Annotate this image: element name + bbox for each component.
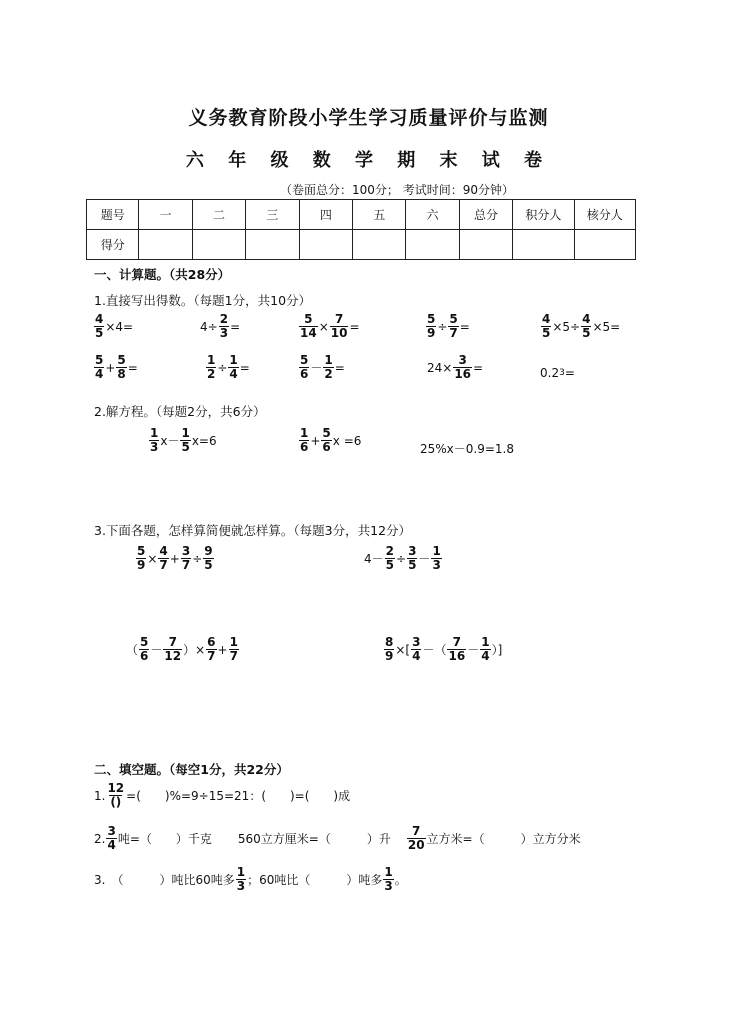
- fraction: $\frac{8}{9}$: [385, 635, 394, 663]
- fraction: $\frac{4}{5}$: [95, 312, 104, 340]
- fraction: 1 3: [150, 426, 159, 454]
- score-table-cell: 四: [299, 200, 352, 230]
- section1-heading: 一、计算题。（共28分）: [94, 267, 231, 282]
- fill-question-1: 1. 12 () =( )%=9÷15=21：( )=( )成: [94, 781, 351, 809]
- score-table-header-row: [87, 200, 636, 230]
- fraction: $\frac{4}{5}$: [542, 312, 551, 340]
- score-cell-total[interactable]: [459, 230, 512, 260]
- score-cell-1[interactable]: [139, 230, 192, 260]
- exam-title: 义务教育阶段小学生学习质量评价与监测: [188, 107, 549, 129]
- q1-title: 1.直接写出得数。（每题1分，共10分）: [94, 293, 312, 308]
- fraction: 7 20: [407, 824, 425, 852]
- fraction: $\frac{1}{7}$: [229, 635, 238, 663]
- q3-title: 3.下面各题，怎样算简便就怎样算。（每题3分，共12分）: [94, 523, 412, 538]
- fraction: 1 3: [236, 865, 246, 893]
- fraction: $\frac{5}{14}$: [300, 312, 317, 340]
- score-table-score-row: [87, 230, 636, 260]
- score-cell-checker[interactable]: [574, 230, 635, 260]
- fill-question-3: 3. （ ）吨比60吨多 1 3 ；60吨比（ ）吨多 1 3 。: [94, 865, 407, 893]
- fraction: 3 4: [412, 635, 421, 663]
- fraction: 7 16: [448, 635, 466, 663]
- fraction: 5 6: [140, 635, 149, 663]
- score-table-cell: 积分人: [513, 200, 574, 230]
- score-table-cell: 核分人: [574, 200, 635, 230]
- q2-equation-2: 1 6 + $\frac{5}{6}$ x =6: [300, 426, 362, 454]
- fraction: 5 4: [95, 353, 104, 381]
- fill-question-2: 2. 3 4 吨=（ ）千克 560立方厘米=（ ）升 7 20 立方米=（ ）立方分米: [94, 824, 581, 852]
- score-table-cell: 六: [406, 200, 459, 230]
- fraction: 1 4: [481, 635, 490, 663]
- score-table-cell: 一: [139, 200, 192, 230]
- score-table-cell: 五: [353, 200, 406, 230]
- fraction: 3 4: [107, 824, 116, 852]
- q1-item-3: $\frac{5}{14}$ × $\frac{7}{10}$ =: [300, 312, 360, 340]
- score-table-cell: 总分: [459, 200, 512, 230]
- fraction: $\frac{4}{5}$: [582, 312, 591, 340]
- score-table-cell: 三: [246, 200, 299, 230]
- fraction: $\frac{7}{10}$: [330, 312, 348, 340]
- fraction: $\frac{5}{6}$: [322, 426, 331, 454]
- q1-item-7: $\frac{1}{2}$ ÷ $\frac{1}{4}$ =: [207, 353, 250, 381]
- q3-expression-3: （ 5 6 － 7 12 ）× $\frac{6}{7}$ + $\frac{1}{7}$: [126, 635, 238, 663]
- q1-item-6: 5 4 + $\frac{5}{8}$ =: [95, 353, 138, 381]
- fraction: $\frac{2}{3}$: [219, 312, 229, 340]
- fraction: 7 12: [164, 635, 182, 663]
- score-cell-5[interactable]: [353, 230, 406, 260]
- score-cell-2[interactable]: [192, 230, 245, 260]
- q3-expression-4: $\frac{8}{9}$ ×[ 3 4 －（ 7 16 － 1 4 ）]: [385, 635, 503, 663]
- fraction: $\frac{3}{7}$: [181, 544, 191, 572]
- fraction: $\frac{6}{7}$: [207, 635, 216, 663]
- q2-title: 2.解方程。（每题2分，共6分）: [94, 404, 266, 419]
- fraction: $\frac{1}{4}$: [229, 353, 238, 381]
- score-table-cell: 二: [192, 200, 245, 230]
- q3-expression-2: 4－ $\frac{2}{5}$ ÷ $\frac{3}{5}$ － 1 3: [364, 544, 441, 572]
- q1-item-5: $\frac{4}{5}$ ×5÷ $\frac{4}{5}$ ×5=: [542, 312, 621, 340]
- fraction: $\frac{2}{5}$: [385, 544, 394, 572]
- fraction: $\frac{3}{5}$: [408, 544, 417, 572]
- q3-expression-1: $\frac{5}{9}$ × $\frac{4}{7}$ + $\frac{3}{7}$ ÷ $\frac{9}{5}$: [137, 544, 213, 572]
- q1-item-8: 5 6 － $\frac{1}{2}$ =: [300, 353, 345, 381]
- fraction: 1 3: [384, 865, 393, 893]
- q2-equation-1: 1 3 x－ 1 5 x=6: [150, 426, 217, 454]
- score-cell-3[interactable]: [246, 230, 299, 260]
- fraction: $\frac{3}{16}$: [454, 353, 472, 381]
- fraction: $\frac{9}{5}$: [204, 544, 213, 572]
- score-table: [86, 199, 636, 260]
- score-table-cell: 题号: [87, 200, 139, 230]
- fraction: $\frac{1}{2}$: [207, 353, 216, 381]
- q2-equation-3: 25%x－0.9=1.8: [420, 442, 514, 456]
- score-cell-6[interactable]: [406, 230, 459, 260]
- q1-item-9: 24× $\frac{3}{16}$ =: [427, 353, 484, 381]
- fraction: 1 6: [300, 426, 309, 454]
- fraction: 12 (): [107, 781, 125, 809]
- score-row-label: 得分: [87, 230, 139, 260]
- fraction: $\frac{4}{7}$: [159, 544, 168, 572]
- fraction: $\frac{1}{2}$: [324, 353, 333, 381]
- fraction: $\frac{5}{9}$: [427, 312, 436, 340]
- fraction: 5 6: [300, 353, 309, 381]
- q1-item-2: 4÷ $\frac{2}{3}$ =: [200, 312, 241, 340]
- section2-heading: 二、填空题。（每空1分，共22分）: [94, 762, 289, 777]
- score-cell-4[interactable]: [299, 230, 352, 260]
- score-cell-scorer[interactable]: [513, 230, 574, 260]
- fraction: $\frac{5}{9}$: [137, 544, 146, 572]
- fraction: 1 3: [432, 544, 441, 572]
- q1-item-10: 0.2 3 =: [540, 366, 575, 380]
- exam-info: （卷面总分：100分； 考试时间：90分钟）: [280, 183, 514, 197]
- fraction: $\frac{5}{8}$: [117, 353, 126, 381]
- exam-subtitle: 六 年 级 数 学 期 末 试 卷: [185, 150, 552, 171]
- fraction: $\frac{5}{7}$: [449, 312, 458, 340]
- q1-item-1: $\frac{4}{5}$ ×4=: [95, 312, 134, 340]
- fraction: 1 5: [181, 426, 190, 454]
- q1-item-4: $\frac{5}{9}$ ÷ $\frac{5}{7}$ =: [427, 312, 470, 340]
